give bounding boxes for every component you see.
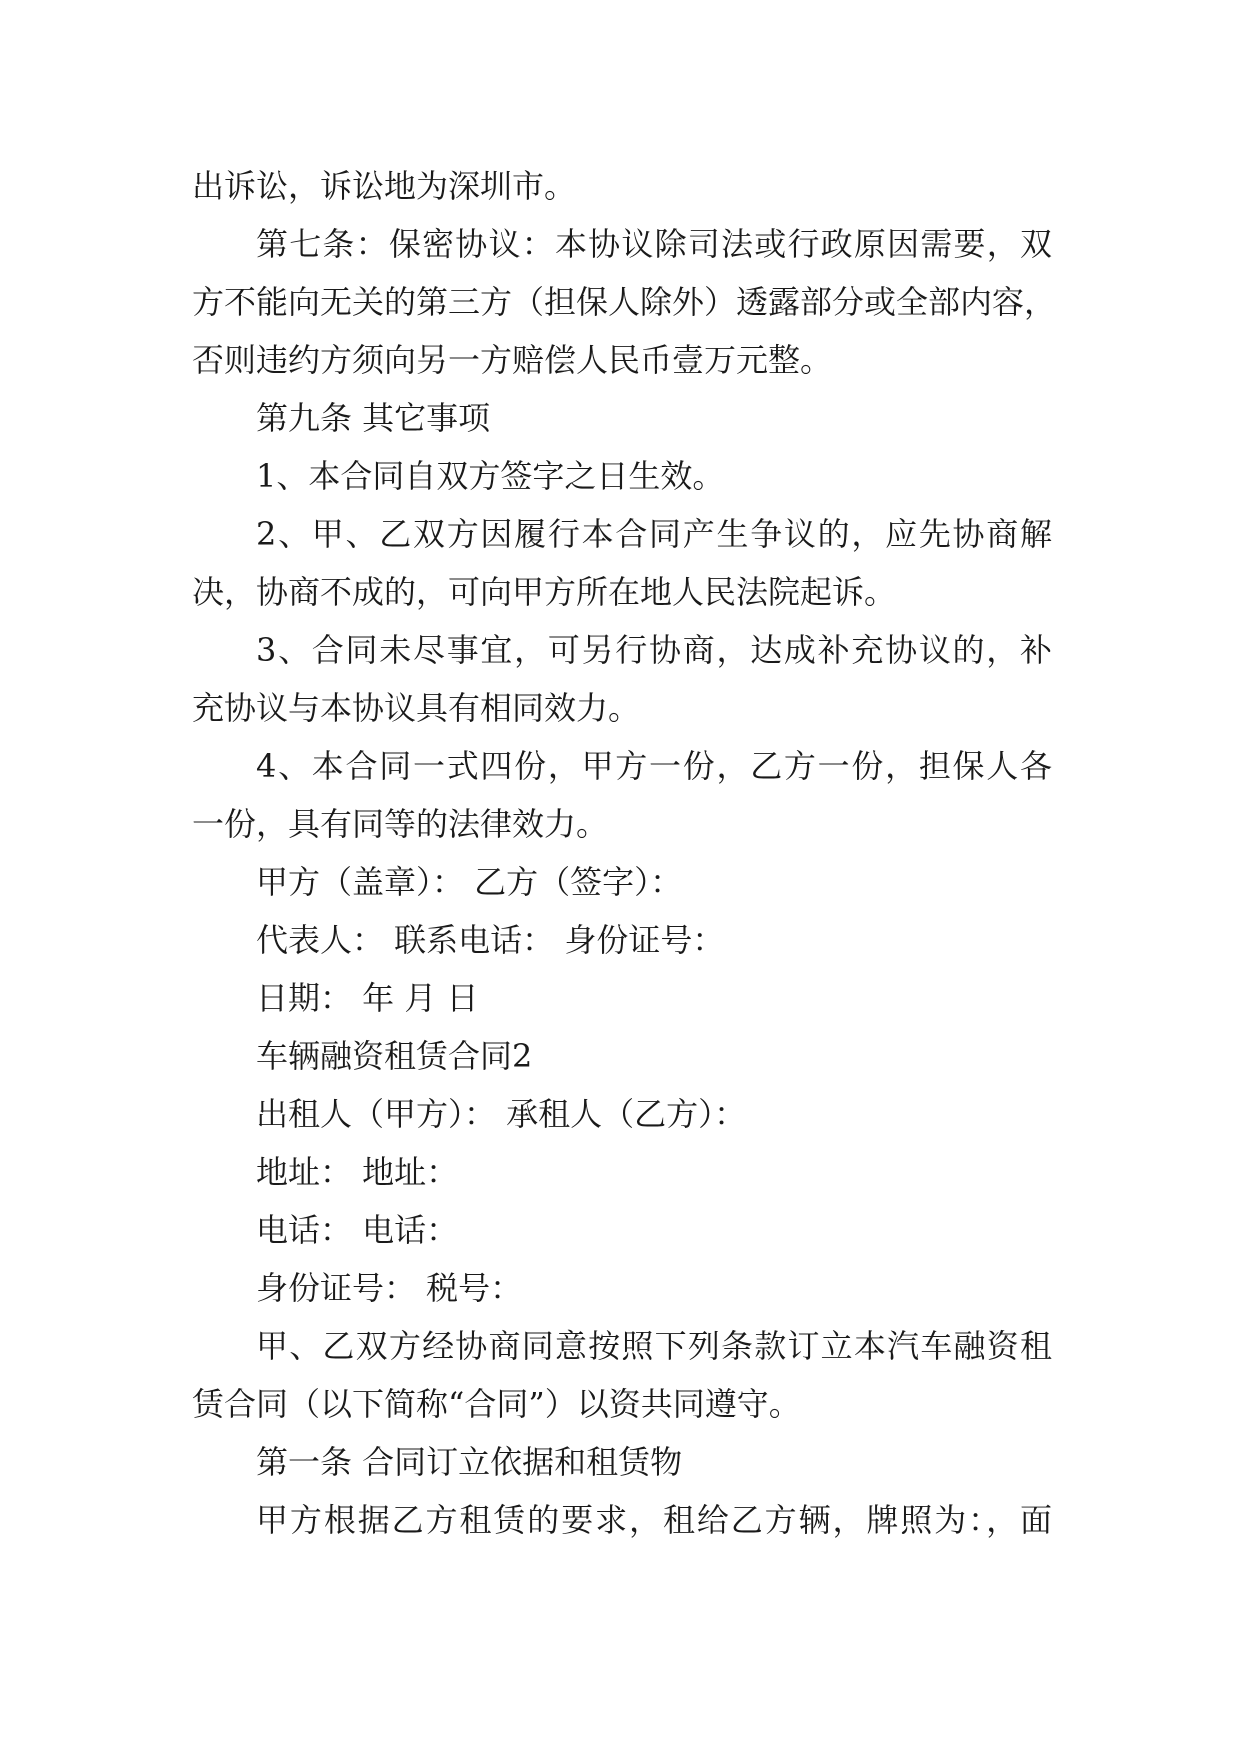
party-line: 出租人（甲方）： 承租人（乙方）： <box>256 1095 747 1133</box>
text-line: 甲、乙双方经协商同意按照下列条款订立本汽车融资租 <box>256 1327 1052 1365</box>
text-line: 充协议与本协议具有相同效力。 <box>192 689 641 727</box>
text-line: 否则违约方须向另一方赔偿人民币壹万元整。 <box>192 341 833 379</box>
contract-title: 车辆融资租赁合同2 <box>256 1037 533 1075</box>
text-line: 一份，具有同等的法律效力。 <box>192 805 609 843</box>
text-line: 甲方根据乙方租赁的要求，租给乙方辆，牌照为：，面 <box>256 1501 1052 1539</box>
section-heading: 第一条 合同订立依据和租赁物 <box>256 1443 683 1481</box>
text-line: 第七条：保密协议：本协议除司法或行政原因需要，双 <box>256 225 1052 263</box>
signature-line: 甲方（盖章）： 乙方（签字）： <box>256 863 683 901</box>
party-line: 电话： 电话： <box>256 1211 459 1249</box>
text-line: 赁合同（以下简称“合同”）以资共同遵守。 <box>192 1385 801 1423</box>
text-line: 决，协商不成的，可向甲方所在地人民法院起诉。 <box>192 573 897 611</box>
party-line: 地址： 地址： <box>256 1153 459 1191</box>
text-line: 2、甲、乙双方因履行本合同产生争议的，应先协商解 <box>256 515 1052 553</box>
text-line: 出诉讼，诉讼地为深圳市。 <box>192 167 577 205</box>
text-line: 1、本合同自双方签字之日生效。 <box>256 457 725 495</box>
text-line: 3、合同未尽事宜，可另行协商，达成补充协议的，补 <box>256 631 1052 669</box>
text-line: 方不能向无关的第三方（担保人除外）透露部分或全部内容， <box>192 283 1057 321</box>
signature-line: 代表人： 联系电话： 身份证号： <box>256 921 725 959</box>
section-heading: 第九条 其它事项 <box>256 399 491 437</box>
text-line: 4、本合同一式四份，甲方一份，乙方一份，担保人各 <box>256 747 1052 785</box>
party-line: 身份证号： 税号： <box>256 1269 523 1307</box>
date-line: 日期： 年 月 日 <box>256 979 479 1017</box>
